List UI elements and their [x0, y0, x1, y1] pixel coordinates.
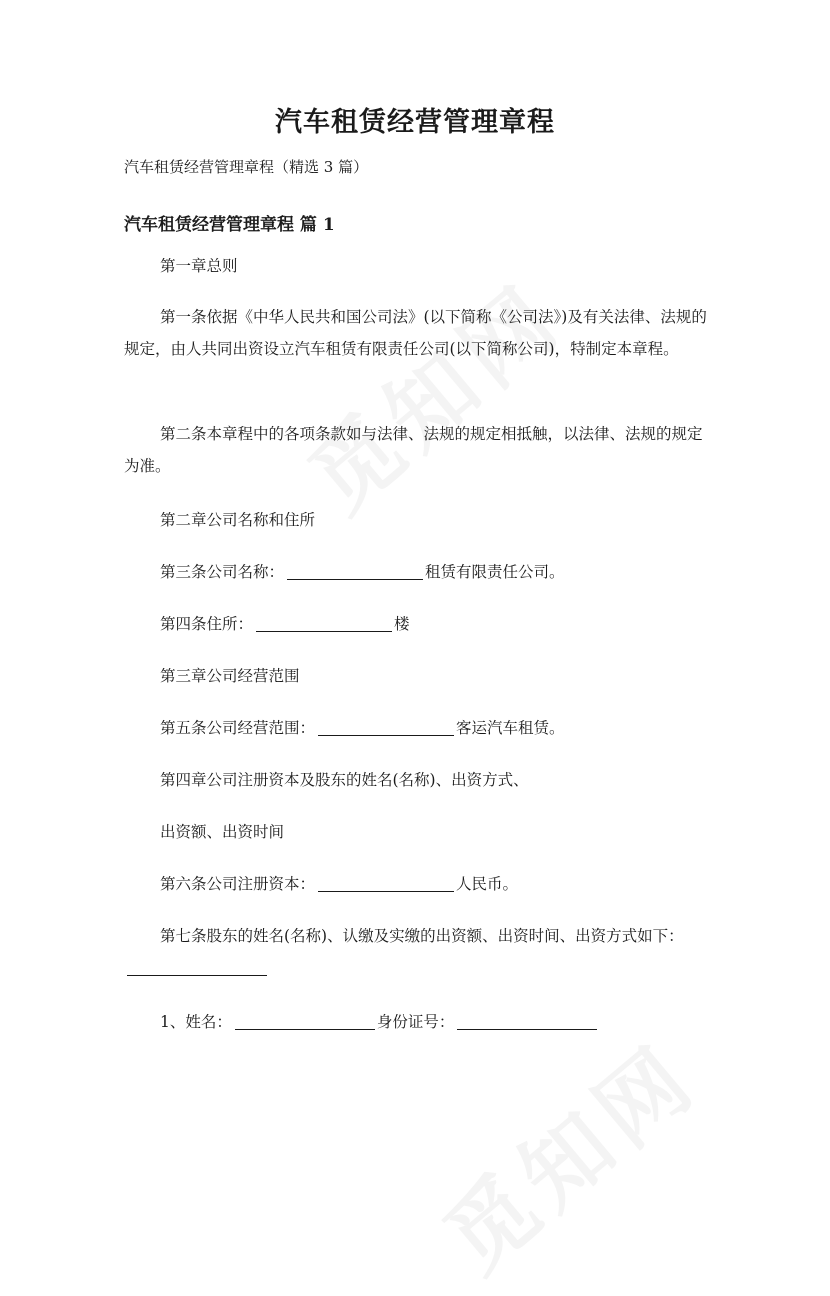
name-blank	[235, 1011, 375, 1030]
chapter-2-heading: 第二章公司名称和住所	[160, 511, 316, 529]
article-2: 第二条本章程中的各项条款如与法律、法规的规定相抵触，以法律、法规的规定为准。	[124, 425, 703, 475]
id-number-blank	[457, 1011, 597, 1030]
id-label: 身份证号：	[376, 1013, 455, 1031]
article-7-text: 第七条股东的姓名(名称)、认缴及实缴的出资额、出资时间、出资方式如下：	[160, 927, 684, 945]
name-label: 1、姓名：	[160, 1013, 232, 1031]
shareholders-blank	[127, 957, 267, 976]
business-scope-blank	[318, 717, 454, 736]
article-5	[124, 712, 709, 744]
chapter-1-heading: 第一章总则	[160, 257, 238, 275]
article-3	[124, 556, 709, 588]
article-6-suffix: 人民币。	[456, 875, 519, 893]
article-1: 第一条依据《中华人民共和国公司法》(以下简称《公司法》)及有关法律、法规的规定，由人共同出资设立汽车租赁有限责任公司(以下简称公司)，特制定本章程。	[124, 308, 707, 358]
article-3-suffix: 租赁有限责任公司。	[425, 563, 565, 581]
watermark-bottom	[414, 1010, 720, 1296]
document-subtitle: 汽车租赁经营管理章程（精选 3 篇）	[124, 158, 369, 176]
watermark	[279, 250, 585, 536]
article-4-label: 第四条住所：	[160, 615, 254, 633]
chapter-4-heading-cont: 出资额、出资时间	[160, 823, 285, 841]
article-7	[124, 920, 709, 984]
article-5-suffix: 客运汽车租赁。	[456, 719, 565, 737]
company-name-blank	[287, 561, 423, 580]
article-6-label: 第六条公司注册资本：	[160, 875, 316, 893]
chapter-3-heading: 第三章公司经营范围	[160, 667, 300, 685]
article-4-suffix: 楼	[394, 615, 410, 633]
chapter-4-heading: 第四章公司注册资本及股东的姓名(名称)、出资方式、	[160, 771, 529, 789]
document-title: 汽车租赁经营管理章程	[275, 107, 555, 138]
article-6	[124, 868, 709, 900]
shareholder-1	[124, 1006, 709, 1038]
article-5-label: 第五条公司经营范围：	[160, 719, 316, 737]
registered-capital-blank	[318, 873, 454, 892]
article-3-label: 第三条公司名称：	[160, 563, 285, 581]
section-heading: 汽车租赁经营管理章程 篇 1	[124, 215, 335, 235]
address-blank	[256, 613, 392, 632]
article-4	[124, 608, 709, 640]
